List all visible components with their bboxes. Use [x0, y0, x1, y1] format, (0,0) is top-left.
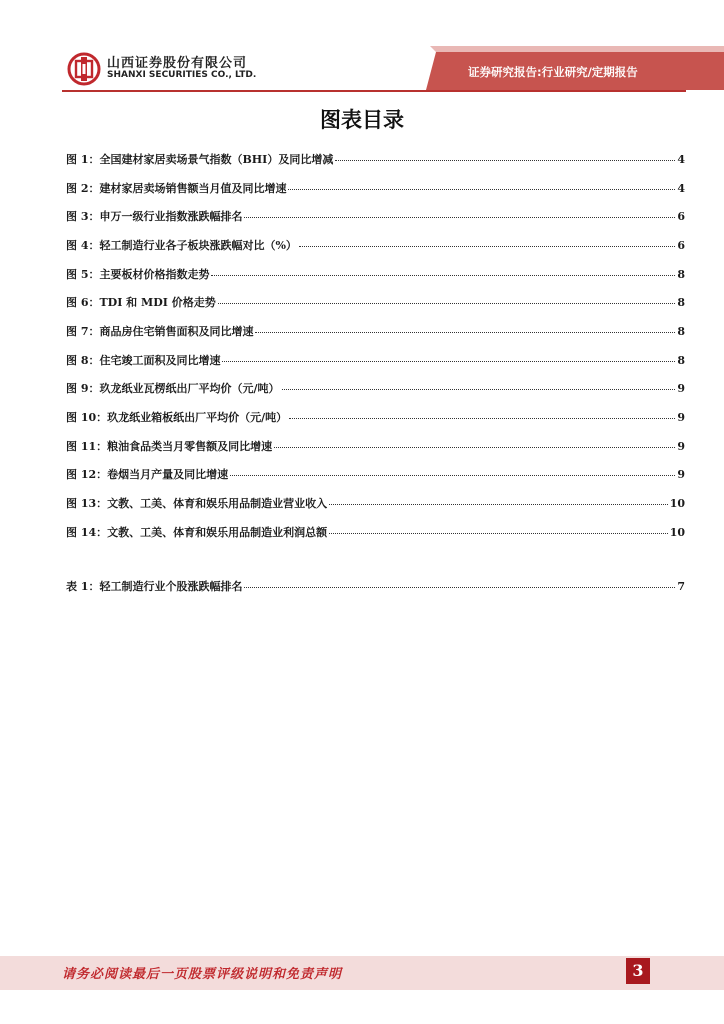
toc-entry-page: 6 — [677, 210, 685, 223]
toc-leader-dots — [244, 587, 675, 588]
toc-entry-page: 9 — [677, 468, 685, 481]
company-name-cn: 山西证券股份有限公司 — [107, 56, 248, 71]
toc-leader-dots — [299, 246, 675, 247]
toc-leader-dots — [288, 189, 675, 190]
toc-entry[interactable] — [66, 466, 685, 482]
header-banner — [0, 0, 724, 96]
toc-entry-page: 6 — [677, 239, 685, 252]
toc-entry[interactable] — [66, 495, 685, 511]
toc-entry-page: 9 — [677, 382, 685, 395]
toc-entry-label: 图 3：申万一级行业指数涨跌幅排名 — [66, 210, 243, 223]
toc-leader-dots — [244, 217, 675, 218]
toc-entry-label: 图 1：全国建材家居卖场景气指数（BHI）及同比增减 — [66, 153, 334, 166]
toc-entry-page: 8 — [677, 268, 685, 281]
toc-leader-dots — [274, 447, 675, 448]
toc-leader-dots — [282, 389, 676, 390]
toc-entry[interactable] — [66, 323, 685, 339]
toc-leader-dots — [211, 275, 675, 276]
toc-entry-page: 10 — [669, 526, 685, 539]
toc-entry-label: 图 14：文教、工美、体育和娱乐用品制造业利润总额 — [66, 526, 328, 539]
toc-entry[interactable] — [66, 352, 685, 368]
toc-entry-page: 8 — [677, 325, 685, 338]
toc-entry-label: 图 7：商品房住宅销售面积及同比增速 — [66, 325, 254, 338]
toc-entry-label: 图 10：玖龙纸业箱板纸出厂平均价（元/吨） — [66, 411, 288, 424]
toc-entry-label: 图 8：住宅竣工面积及同比增速 — [66, 354, 221, 367]
page-header — [0, 0, 724, 96]
toc-entry[interactable] — [66, 380, 685, 396]
toc-entry-page: 8 — [677, 354, 685, 367]
footer-disclaimer[interactable]: 请务必阅读最后一页股票评级说明和免责声明 — [62, 967, 343, 982]
toc-entry[interactable] — [66, 294, 685, 310]
toc-entry-page: 8 — [677, 296, 685, 309]
toc-entry-page: 4 — [677, 153, 685, 166]
toc-entry-page: 9 — [677, 440, 685, 453]
toc-entry[interactable] — [66, 266, 685, 282]
toc-entry[interactable] — [66, 151, 685, 167]
toc-entry-label: 图 6：TDI 和 MDI 价格走势 — [66, 296, 216, 309]
toc-entry-label: 表 1：轻工制造行业个股涨跌幅排名 — [66, 580, 243, 593]
toc-leader-dots — [222, 361, 675, 362]
toc-leader-dots — [218, 303, 676, 304]
toc-leader-dots — [329, 533, 668, 534]
toc-entry[interactable] — [66, 409, 685, 425]
page-title: 图表目录 — [320, 108, 404, 132]
company-logo-icon — [67, 52, 101, 86]
toc-leader-dots — [255, 332, 675, 333]
toc-entry-label: 图 9：玖龙纸业瓦楞纸出厂平均价（元/吨） — [66, 382, 280, 395]
toc-leader-dots — [289, 418, 675, 419]
toc-entry[interactable] — [66, 438, 685, 454]
toc-leader-dots — [329, 504, 668, 505]
toc-leader-dots — [230, 475, 675, 476]
toc-entry-label: 图 2：建材家居卖场销售额当月值及同比增速 — [66, 182, 287, 195]
toc-entry[interactable] — [66, 524, 685, 540]
page-number: 3 — [626, 958, 650, 984]
header-divider — [62, 90, 686, 92]
toc-entry[interactable] — [66, 208, 685, 224]
toc-entry-label: 图 5：主要板材价格指数走势 — [66, 268, 210, 281]
report-type-banner: 证券研究报告:行业研究/定期报告 — [468, 65, 638, 79]
toc-entry-page: 4 — [677, 182, 685, 195]
toc-entry[interactable] — [66, 237, 685, 253]
toc-entry-label: 图 12：卷烟当月产量及同比增速 — [66, 468, 229, 481]
toc-entry-page: 7 — [677, 580, 685, 593]
toc-entry[interactable] — [66, 180, 685, 196]
toc-entry-page: 9 — [677, 411, 685, 424]
toc-entry-label: 图 13：文教、工美、体育和娱乐用品制造业营业收入 — [66, 497, 328, 510]
toc-leader-dots — [335, 160, 675, 161]
toc-entry[interactable] — [66, 578, 685, 594]
company-name-en: SHANXI SECURITIES CO., LTD. — [107, 70, 257, 80]
toc-entry-label: 图 4：轻工制造行业各子板块涨跌幅对比（%） — [66, 239, 297, 252]
toc-entry-page: 10 — [669, 497, 685, 510]
toc-entry-label: 图 11：粮油食品类当月零售额及同比增速 — [66, 440, 273, 453]
